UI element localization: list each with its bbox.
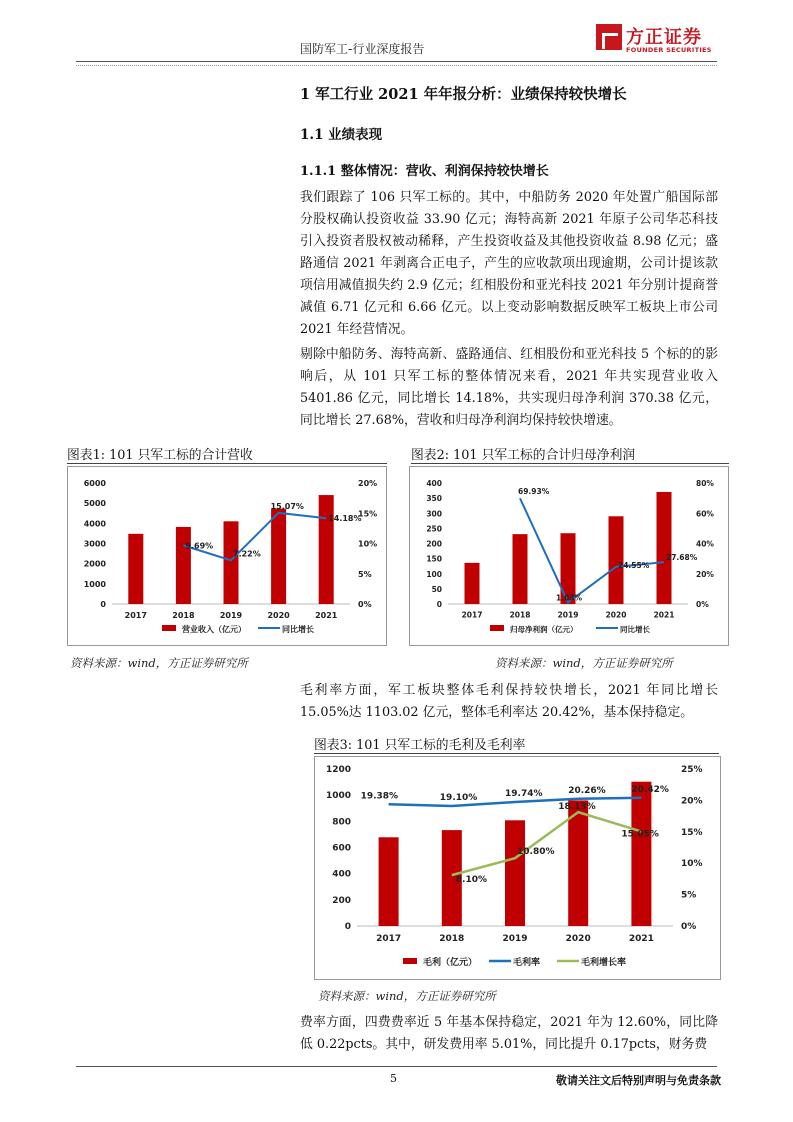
y-left-tick-label: 350 (426, 494, 442, 504)
footer-divider (76, 1066, 717, 1067)
company-logo (596, 20, 720, 60)
data-label: 27.68% (666, 553, 698, 563)
y-left-tick-label: 400 (332, 869, 351, 880)
y-left-tick-label: 200 (332, 895, 351, 906)
figure-1-caption: 图表1: 101 只军工标的合计营收 (67, 448, 253, 463)
legend-label: 同比增长 (282, 625, 314, 634)
y-right-tick-label: 10% (681, 859, 703, 870)
line-series-2 (452, 812, 642, 875)
y-left-tick-label: 6000 (83, 479, 106, 488)
x-tick-label: 2017 (124, 611, 147, 620)
line-series-1 (520, 498, 664, 602)
bar-2021 (319, 495, 334, 604)
x-tick-label: 2020 (605, 610, 627, 620)
y-right-tick-label: 0% (358, 600, 372, 609)
data-label: 9.69% (185, 541, 214, 551)
legend-swatch-bar (490, 625, 504, 631)
y-left-tick-label: 0 (344, 922, 351, 932)
paragraph-expense-ratio: 费率方面，四费费率近 5 年基本保持稳定，2021 年为 12.60%，同比降低 0.22pcts。其中，研发费用率 5.01%，同比提升 0.17pcts，财务费 (300, 1015, 718, 1052)
data-label: 19.10% (439, 793, 478, 804)
figure-3-source: 资料来源：wind，方正证券研究所 (318, 989, 496, 1003)
y-left-tick-label: 4000 (83, 519, 106, 529)
x-tick-label: 2019 (557, 610, 579, 620)
x-tick-label: 2019 (502, 934, 528, 944)
bar-2017 (465, 563, 480, 604)
data-label: 7.22% (233, 549, 261, 559)
section-heading-1-1-1: 1.1.1 整体情况：营收、利润保持较快增长 (300, 164, 549, 179)
logo-text-cn: 方正证券 (626, 27, 702, 48)
data-label: 69.93% (518, 487, 550, 497)
data-label: 19.74% (505, 789, 543, 800)
y-left-tick-label: 600 (332, 843, 351, 854)
data-label: 19.38% (360, 791, 399, 802)
legend-label: 毛利（亿元） (423, 958, 478, 968)
y-left-tick-label: 100 (426, 569, 442, 579)
x-tick-label: 2017 (461, 610, 483, 620)
y-right-tick-label: 80% (696, 479, 714, 488)
y-right-tick-label: 20% (681, 796, 703, 807)
data-label: 20.26% (568, 785, 606, 796)
y-right-tick-label: 15% (681, 827, 703, 838)
x-tick-label: 2020 (267, 611, 290, 620)
figure-1-source: 资料来源：wind，方正证券研究所 (70, 656, 248, 670)
y-left-tick-label: 50 (431, 584, 442, 594)
y-right-tick-label: 40% (696, 539, 714, 549)
data-label: 8.10% (455, 875, 488, 886)
y-left-tick-label: 150 (426, 554, 442, 564)
data-label: 15.05% (621, 829, 659, 840)
figure-2-chart (410, 467, 728, 645)
x-tick-label: 2019 (219, 611, 243, 620)
figure-2-source: 资料来源：wind，方正证券研究所 (495, 656, 673, 670)
y-right-tick-label: 20% (358, 479, 378, 488)
figure-2-caption: 图表2: 101 只军工标的合计归母净利润 (411, 448, 636, 463)
y-right-tick-label: 5% (358, 569, 372, 579)
legend-label: 归母净利润（亿元） (510, 625, 578, 634)
data-label: 18.13% (558, 802, 596, 813)
data-label: 10.80% (517, 847, 555, 858)
bar-2021 (631, 782, 651, 926)
legend-label: 毛利率 (513, 958, 541, 968)
section-heading-1-1: 1.1 业绩表现 (300, 127, 383, 143)
figure-2-chart-frame (409, 466, 729, 646)
section-heading-1: 1 军工行业 2021 年年报分析：业绩保持较快增长 (300, 86, 627, 103)
y-left-tick-label: 1000 (325, 791, 351, 802)
data-label: 15.07% (270, 501, 304, 511)
y-right-tick-label: 0% (681, 922, 697, 932)
y-left-tick-label: 1200 (325, 765, 351, 775)
bar-2020 (271, 509, 286, 604)
x-tick-label: 2021 (628, 934, 654, 944)
x-tick-label: 2018 (509, 610, 531, 620)
x-tick-label: 2021 (653, 610, 675, 620)
y-right-tick-label: 0% (696, 600, 709, 609)
bar-2018 (176, 527, 191, 604)
figure-2-caption-rule (411, 463, 729, 464)
figure-3-chart-frame (314, 756, 721, 980)
legend-swatch-bar (162, 625, 176, 631)
data-label: 14.18% (328, 514, 362, 524)
x-tick-label: 2018 (439, 934, 465, 944)
y-left-tick-label: 400 (426, 479, 442, 488)
report-header-title: 国防军工-行业深度报告 (300, 42, 425, 56)
y-left-tick-label: 250 (426, 524, 442, 534)
legend-swatch-bar (403, 958, 417, 964)
bar-2021 (657, 492, 672, 604)
logo-mark-icon (596, 24, 622, 50)
x-tick-label: 2017 (376, 934, 402, 944)
y-left-tick-label: 0 (436, 600, 442, 609)
figure-3-caption-rule (314, 753, 719, 754)
data-label: 1.03% (556, 593, 583, 603)
y-left-tick-label: 0 (100, 600, 106, 609)
footer-disclaimer: 敬请关注文后特别声明与免责条款 (556, 1074, 721, 1087)
y-right-tick-label: 5% (681, 890, 697, 901)
data-label: 24.55% (618, 560, 650, 570)
y-left-tick-label: 5000 (83, 499, 106, 509)
y-left-tick-label: 2000 (83, 559, 106, 569)
figure-3-caption: 图表3: 101 只军工标的毛利及毛利率 (314, 738, 526, 753)
header-divider-dotted (76, 65, 717, 66)
y-right-tick-label: 20% (696, 569, 714, 579)
bar-2019 (224, 521, 239, 604)
legend-label: 毛利增长率 (581, 958, 627, 968)
y-left-tick-label: 800 (332, 817, 351, 828)
y-left-tick-label: 300 (426, 509, 442, 519)
bar-2018 (513, 534, 528, 604)
y-right-tick-label: 25% (681, 765, 703, 775)
y-left-tick-label: 1000 (83, 579, 106, 589)
x-tick-label: 2018 (172, 611, 195, 620)
y-right-tick-label: 10% (358, 539, 378, 549)
figure-1-chart (68, 467, 386, 645)
y-right-tick-label: 60% (696, 509, 714, 519)
figure-1-caption-rule (67, 463, 387, 464)
logo-text-en: FOUNDER SECURITIES (626, 46, 712, 54)
x-tick-label: 2021 (315, 611, 338, 620)
page-number: 5 (390, 1072, 397, 1085)
bar-2017 (379, 837, 399, 926)
data-label: 20.42% (631, 784, 669, 795)
header-divider (76, 61, 717, 62)
bar-2020 (568, 800, 588, 926)
paragraph-overall-revenue: 剔除中船防务、海特高新、盛路通信、红相股份和亚光科技 5 个标的的影响后，从 101 只军工标的整体情况来看，2021 年共实现营业收入 5401.86 亿元，同比增长 14.18%，共实现归母净利润 370.38 亿元，同比增长 27.68%，营收和归母净利润均保持较快增速。 (300, 347, 718, 428)
paragraph-tracked-stocks: 我们跟踪了 106 只军工标的。其中，中船防务 2020 年处置广船国际部分股权确认投资收益 33.90 亿元；海特高新 2021 年原子公司华芯科技引入投资者股权被动稀释，产生投资收益及其他投资收益 8.98 亿元；盛路通信 2021 年剥离合正电子，产生的应收款项出现逾期，公司计提该款项信用减值损失约 2.9 亿元；红相股份和亚光科技 2021 年分别计提商誉减值 6.71 亿元和 6.66 亿元。以上变动影响数据反映军工板块上市公司 2021 年经营情况。 (300, 190, 718, 337)
legend-label: 营业收入（亿元） (182, 625, 246, 634)
y-left-tick-label: 200 (426, 539, 442, 549)
paragraph-gross-margin: 毛利率方面，军工板块整体毛利保持较快增长，2021 年同比增长 15.05%达 1103.02 亿元，整体毛利率达 20.42%，基本保持稳定。 (300, 683, 718, 720)
legend-label: 同比增长 (620, 625, 650, 634)
bar-2017 (128, 534, 143, 604)
x-tick-label: 2020 (565, 934, 591, 944)
figure-1-chart-frame (67, 466, 387, 646)
y-right-tick-label: 15% (358, 509, 378, 519)
y-left-tick-label: 3000 (83, 539, 106, 549)
figure-3-chart (315, 757, 720, 979)
bar-2019 (505, 820, 525, 926)
